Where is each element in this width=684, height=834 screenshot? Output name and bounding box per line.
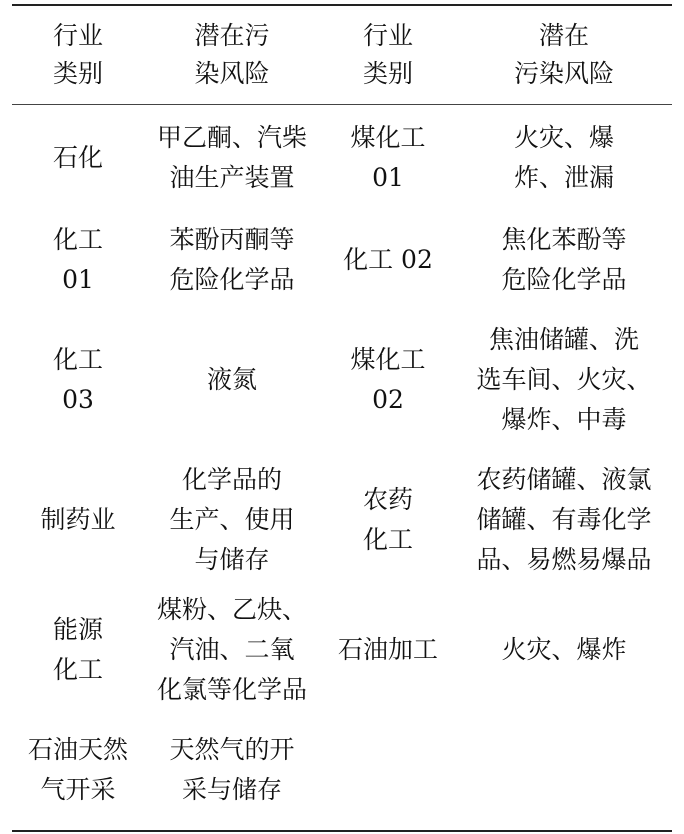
header-industry-category-1: 行业 类别 — [12, 5, 144, 105]
table-row — [12, 590, 672, 710]
header-row — [12, 5, 672, 105]
table-row — [12, 105, 672, 211]
table-header — [12, 5, 672, 105]
industry-cell: 化工 02 — [343, 245, 433, 274]
table-row — [12, 310, 672, 450]
table-row — [12, 710, 672, 831]
risk-cell: 化学品的 生产、使用 与储存 — [169, 465, 295, 574]
risk-cell: 苯酚丙酮等 危险化学品 — [169, 225, 295, 294]
risk-cell: 煤粉、乙炔、 汽油、二氧 化氯等化学品 — [156, 595, 307, 704]
risk-cell: 甲乙酮、汽柴 油生产装置 — [156, 122, 307, 192]
risk-cell — [456, 710, 672, 831]
header-potential-risk-2: 潜在 污染风险 — [456, 5, 672, 105]
risk-cell: 天然气的开 采与储存 — [169, 735, 295, 804]
industry-cell: 能源 化工 — [52, 615, 103, 684]
industry-cell: 农药 化工 — [362, 485, 413, 554]
industry-cell: 石化 — [52, 142, 103, 172]
industry-cell: 石油加工 — [337, 635, 438, 664]
industry-cell: 煤化工 01 — [350, 122, 426, 192]
industry-cell: 煤化工 02 — [350, 345, 426, 414]
industry-cell: 制药业 — [40, 505, 116, 534]
pollution-risk-table — [12, 4, 672, 832]
industry-cell: 化工 01 — [52, 225, 103, 294]
industry-cell: 石油天然 气开采 — [27, 735, 128, 804]
table-row — [12, 450, 672, 590]
risk-cell: 火灾、爆 炸、泄漏 — [513, 122, 614, 192]
risk-cell: 焦化苯酚等 危险化学品 — [501, 225, 627, 294]
risk-cell: 焦油储罐、洗 选车间、火灾、 爆炸、中毒 — [476, 325, 652, 434]
industry-cell — [320, 710, 456, 831]
table-row — [12, 210, 672, 310]
header-industry-category-2: 行业 类别 — [320, 5, 456, 105]
risk-cell: 火灾、爆炸 — [501, 635, 627, 664]
table-body — [12, 105, 672, 832]
risk-cell: 液氮 — [206, 365, 257, 394]
industry-cell: 化工 03 — [52, 345, 103, 414]
risk-cell: 农药储罐、液氯 储罐、有毒化学 品、易燃易爆品 — [476, 465, 652, 574]
header-potential-risk-1: 潜在污 染风险 — [144, 5, 320, 105]
